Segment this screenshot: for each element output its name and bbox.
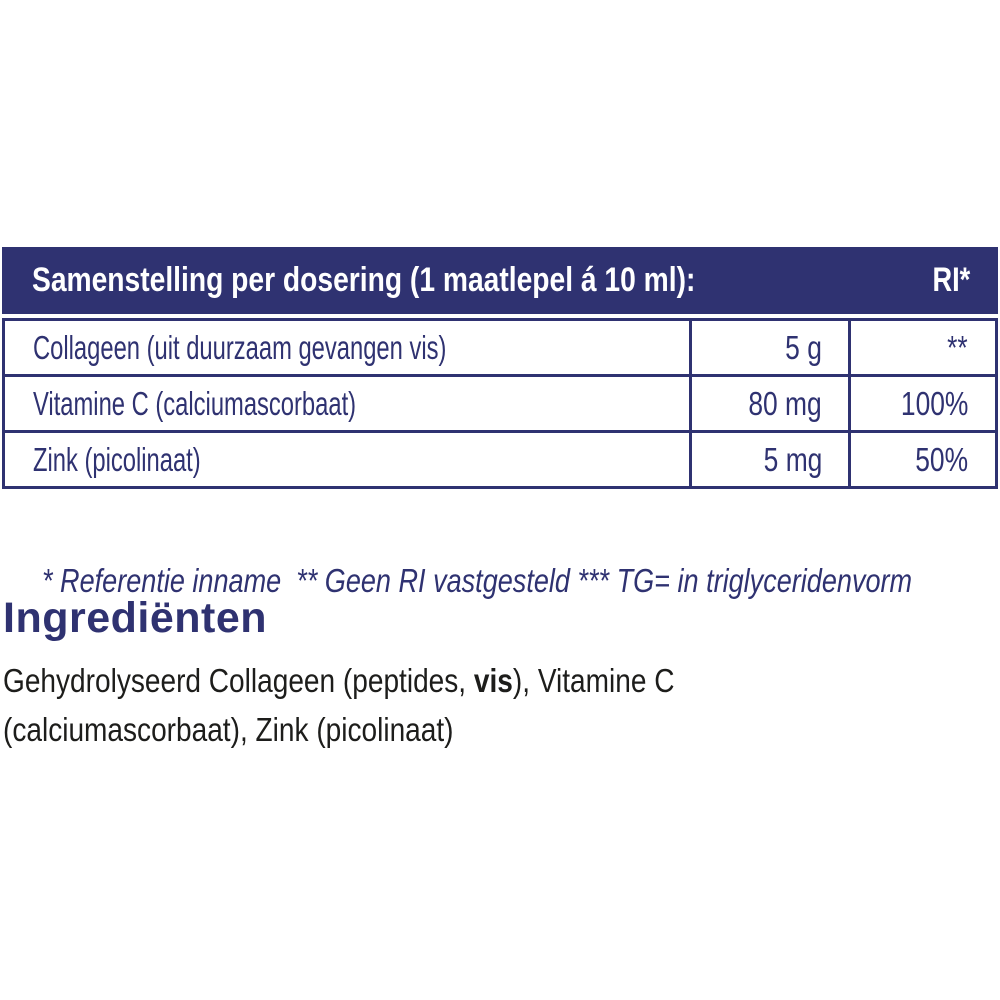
amount-cell bbox=[689, 377, 848, 430]
table-row bbox=[5, 321, 995, 377]
ingredients-line2: (calciumascorbaat), Zink (picolinaat) bbox=[3, 711, 454, 748]
ri-column-header bbox=[923, 261, 970, 300]
reference-footnote-text: * Referentie inname ** Geen RI vastgesteld *** TG= in triglyceridenvorm bbox=[41, 562, 912, 599]
amount-cell bbox=[689, 433, 848, 486]
ri-cell bbox=[848, 321, 995, 374]
ingredient-name-cell bbox=[5, 433, 689, 486]
table-title-text: Samenstelling per dosering (1 maatlepel á 10 ml): bbox=[32, 261, 696, 299]
ri-value: ** bbox=[947, 329, 968, 366]
table-header-row bbox=[2, 247, 998, 314]
ingredient-name-cell bbox=[5, 321, 689, 374]
ingredients-list bbox=[3, 656, 981, 754]
table-title bbox=[32, 261, 923, 300]
table-row bbox=[5, 433, 995, 486]
ingredients-heading: Ingrediënten bbox=[3, 594, 268, 642]
amount-value: 5 mg bbox=[763, 441, 822, 478]
amount-value: 5 g bbox=[785, 329, 822, 366]
ingredients-line1-post: ), Vitamine C bbox=[512, 662, 675, 699]
ri-column-header-text: RI* bbox=[932, 261, 970, 299]
table-body bbox=[2, 318, 998, 489]
ri-cell bbox=[848, 433, 995, 486]
ri-value: 100% bbox=[900, 385, 968, 422]
composition-table bbox=[2, 247, 998, 489]
ingredient-name-cell bbox=[5, 377, 689, 430]
ri-cell bbox=[848, 377, 995, 430]
table-row bbox=[5, 377, 995, 433]
amount-value: 80 mg bbox=[748, 385, 822, 422]
ingredient-name: Collageen (uit duurzaam gevangen vis) bbox=[33, 329, 447, 366]
ingredients-line1-pre: Gehydrolyseerd Collageen (peptides, bbox=[3, 662, 474, 699]
ingredient-name: Zink (picolinaat) bbox=[33, 441, 201, 478]
ri-value: 50% bbox=[915, 441, 968, 478]
allergen-highlight: vis bbox=[473, 662, 513, 699]
amount-cell bbox=[689, 321, 848, 374]
ingredient-name: Vitamine C (calciumascorbaat) bbox=[33, 385, 357, 422]
